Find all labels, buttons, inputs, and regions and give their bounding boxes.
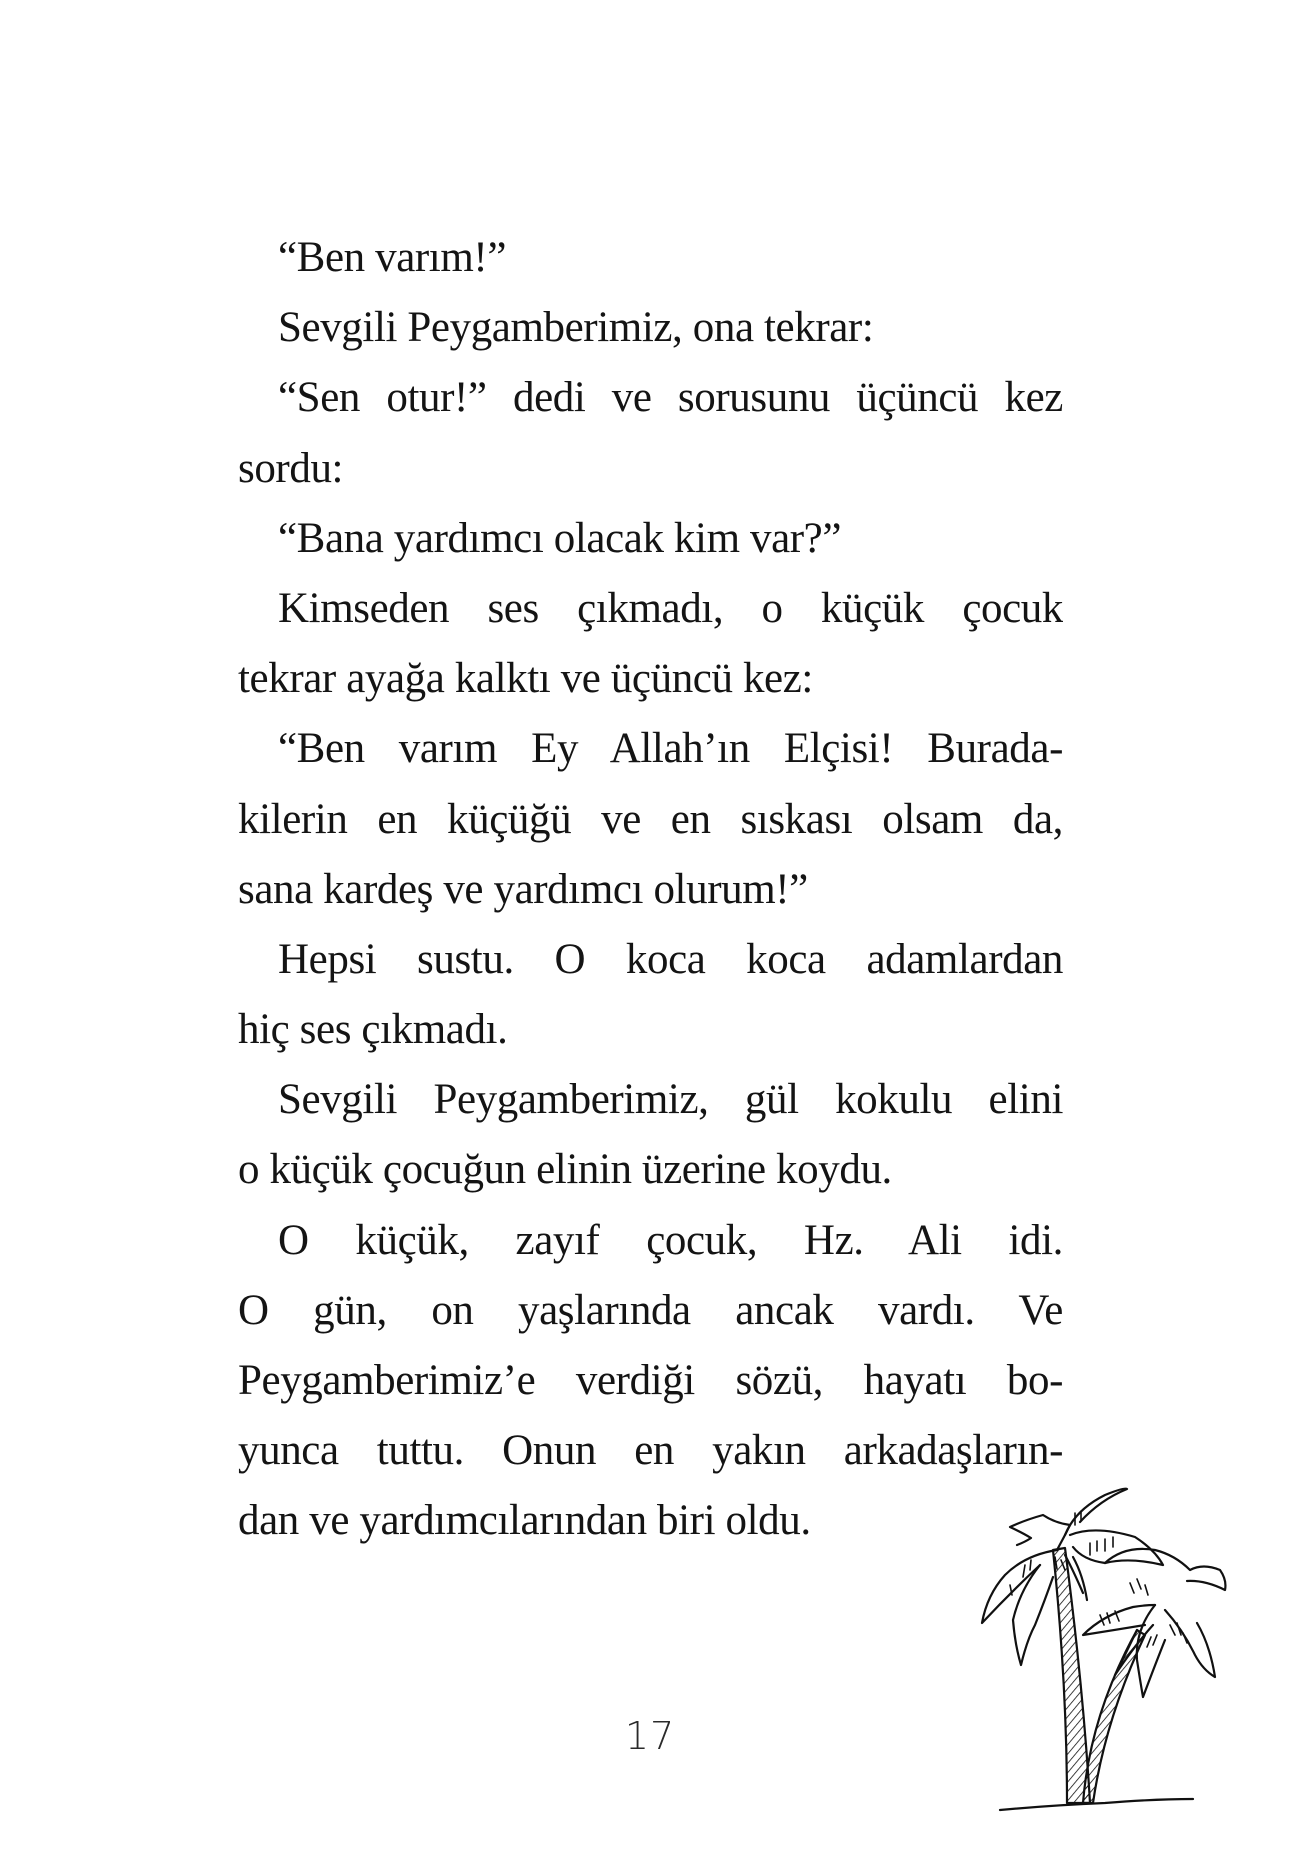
- page-number: 17: [624, 1714, 676, 1758]
- text-line: sana kardeş ve yardımcı olurum!”: [238, 865, 808, 913]
- text-line: O gün, on yaşlarında ancak vardı. Ve: [238, 1286, 1063, 1334]
- text-line: “Ben varım Ey Allah’ın Elçisi! Burada-: [278, 725, 1063, 773]
- leaf: [1065, 1489, 1127, 1535]
- body-text: [238, 223, 1063, 1557]
- text-line: Sevgili Peygamberimiz, ona tekrar:: [278, 304, 874, 352]
- text-line: dan ve yardımcılarından biri oldu.: [238, 1497, 811, 1545]
- text-line: O küçük, zayıf çocuk, Hz. Ali idi.: [278, 1216, 1063, 1264]
- trunk-right: [1083, 1630, 1145, 1803]
- palm-trees-illustration: [965, 1465, 1235, 1825]
- leaf: [1013, 1565, 1053, 1665]
- leaf: [1010, 1515, 1070, 1550]
- text-line: Kimseden ses çıkmadı, o küçük çocuk: [278, 584, 1063, 632]
- text-line: hiç ses çıkmadı.: [238, 1006, 508, 1054]
- text-line: yunca tuttu. Onun en yakın arkadaşların-: [238, 1427, 1063, 1475]
- text-line: sordu:: [238, 444, 344, 492]
- leaf: [1073, 1557, 1087, 1600]
- leaf: [1105, 1549, 1225, 1590]
- text-line: “Ben varım!”: [278, 234, 507, 281]
- leaf: [1165, 1610, 1215, 1677]
- text-line: Sevgili Peygamberimiz, gül kokulu elini: [278, 1076, 1063, 1124]
- text-line: Hepsi sustu. O koca koca adamlardan: [278, 935, 1063, 983]
- text-line: “Sen otur!” dedi ve sorusunu üçüncü kez: [278, 374, 1063, 422]
- text-line: “Bana yardımcı olacak kim var?”: [278, 514, 842, 562]
- text-line: Peygamberimiz’e verdiği sözü, hayatı bo-: [238, 1357, 1063, 1404]
- text-line: kilerin en küçüğü ve en sıskası olsam da,: [238, 795, 1063, 843]
- text-line: o küçük çocuğun elinin üzerine koydu.: [238, 1146, 892, 1194]
- text-line: tekrar ayağa kalktı ve üçüncü kez:: [238, 655, 813, 703]
- leaf: [1070, 1530, 1163, 1565]
- ground-line: [1000, 1799, 1193, 1810]
- leaf: [982, 1550, 1057, 1623]
- leaf: [1137, 1605, 1165, 1697]
